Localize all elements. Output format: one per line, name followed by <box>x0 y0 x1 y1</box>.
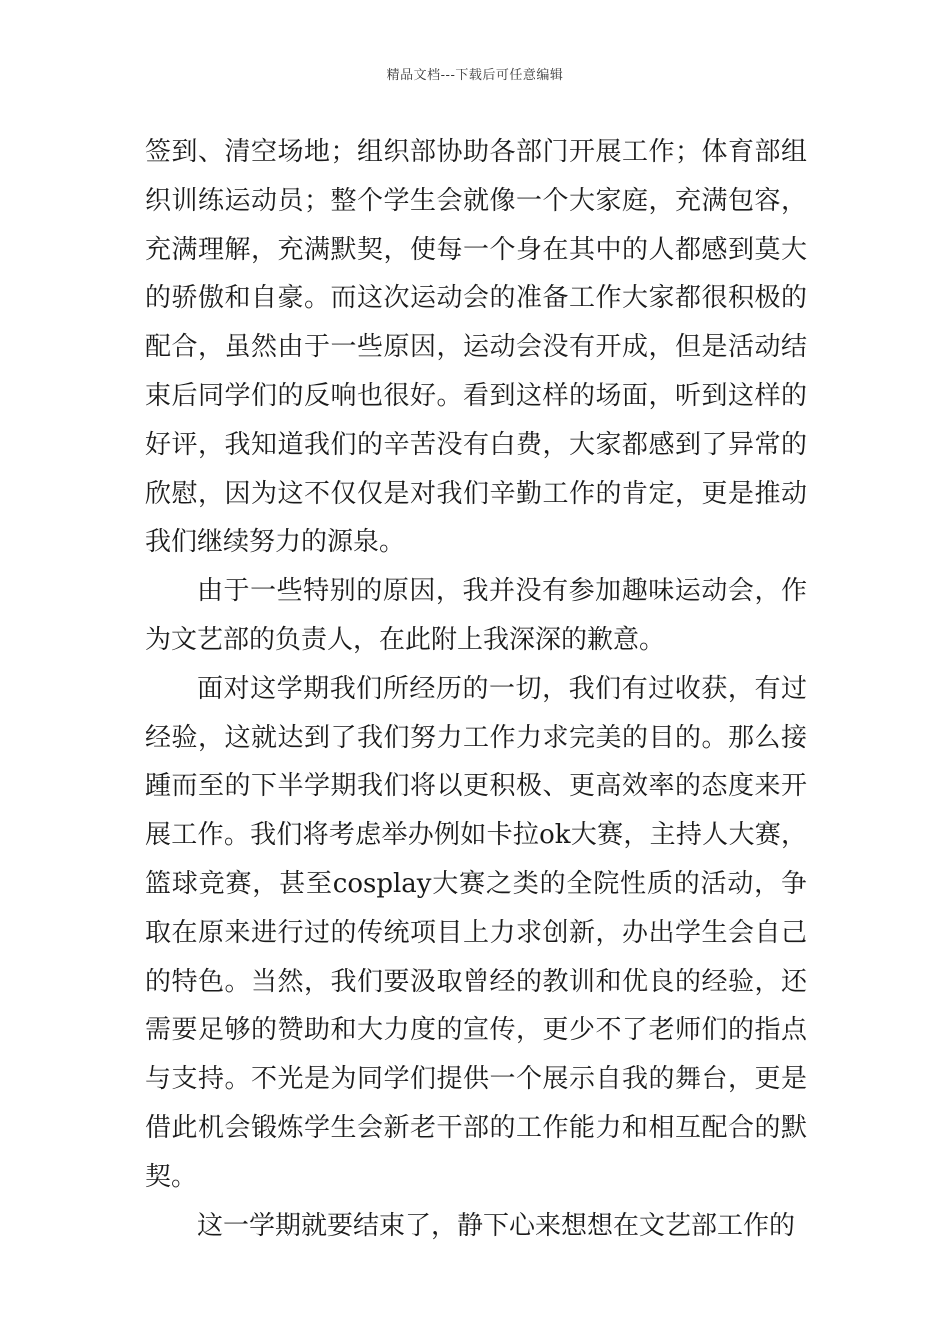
paragraph-4: 这一学期就要结束了，静下心来想想在文艺部工作的 <box>197 1210 796 1241</box>
paragraph-1: 签到、清空场地；组织部协助各部门开展工作；体育部组织训练运动员；整个学生会就像一个大家庭，充满包容，充满理解，充满默契，使每一个身在其中的人都感到莫大的骄傲和自豪。而这次运动会的准备工作大家都很积极的配合，虽然由于一些原因，运动会没有开成，但是活动结束后同学们的反响也很好。看到这样的场面，听到这样的好评，我知道我们的辛苦没有白费，大家都感到了异常的欣慰，因为这不仅仅是对我们辛勤工作的肯定，更是推动我们继续努力的源泉。 <box>145 137 807 558</box>
paragraph-2: 由于一些特别的原因，我并没有参加趣味运动会，作为文艺部的负责人，在此附上我深深的歉意。 <box>145 576 807 655</box>
paragraph-3: 面对这学期我们所经历的一切，我们有过收获，有过经验，这就达到了我们努力工作力求完美的目的。那么接踵而至的下半学期我们将以更积极、更高效率的态度来开展工作。我们将考虑举办例如卡拉ok大赛，主持人大赛，篮球竞赛，甚至cosplay大赛之类的全院性质的活动，争取在原来进行过的传统项目上力求创新，办出学生会自己的特色。当然，我们要汲取曾经的教训和优良的经验，还需要足够的赞助和大力度的宣传，更少不了老师们的指点与支持。不光是为同学们提供一个展示自我的舞台，更是借此机会锻炼学生会新老干部的工作能力和相互配合的默契。 <box>145 673 807 1192</box>
document-body <box>145 128 807 1250</box>
page-header: 精品文档---下载后可任意编辑 <box>386 68 564 83</box>
